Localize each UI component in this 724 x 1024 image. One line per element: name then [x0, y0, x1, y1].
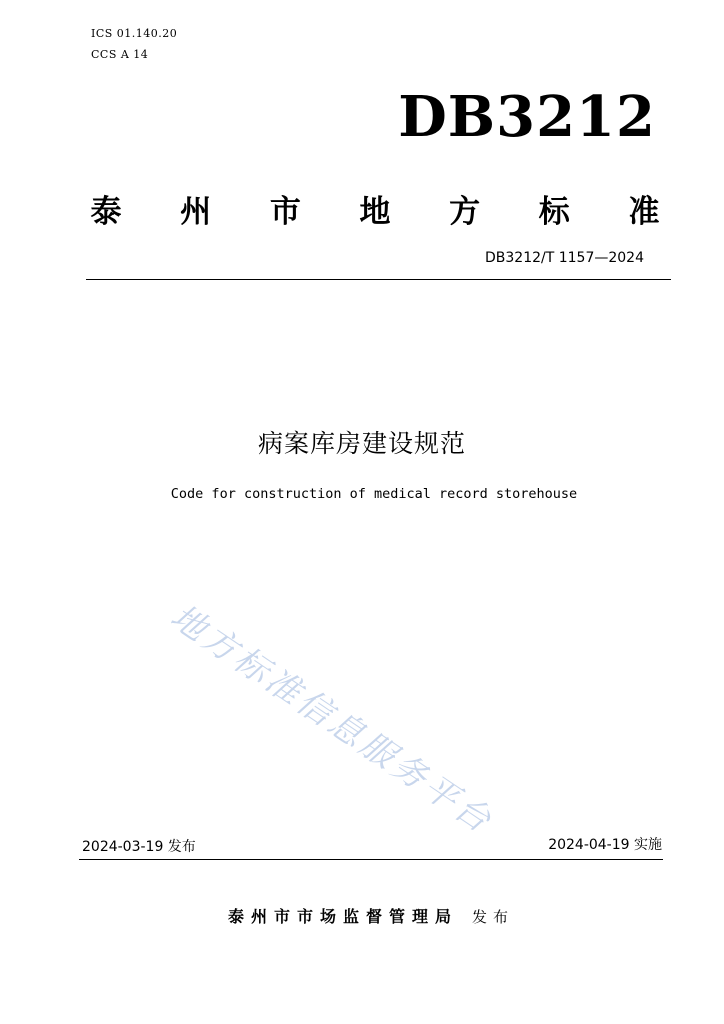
standard-type-char: 泰 [90, 194, 122, 230]
standard-type-char: 州 [180, 194, 212, 230]
publisher-name: 泰州市市场监督管理局 [227, 907, 458, 926]
issue-date: 2024-03-19 发布 [82, 839, 196, 855]
document-number: DB3212/T 1157—2024 [485, 250, 644, 266]
standard-type-char: 地 [359, 194, 391, 230]
footer-divider [79, 859, 663, 860]
standard-type-char: 准 [628, 194, 660, 230]
publisher-line [0, 904, 724, 927]
standard-type [86, 186, 664, 231]
standard-type-char: 标 [538, 194, 570, 230]
standard-code: DB3212 [398, 84, 656, 150]
standard-type-char: 市 [269, 194, 301, 230]
standard-type-char: 方 [449, 194, 481, 230]
publish-suffix: 发布 [472, 908, 515, 926]
watermark: 地方标准信息服务平台 [163, 596, 501, 843]
document-title-chinese: 病案库房建设规范 [257, 429, 466, 458]
ics-code: ICS 01.140.20 [91, 27, 178, 40]
document-title-english: Code for construction of medical record storehouse [170, 486, 578, 502]
header-divider [86, 279, 671, 280]
ccs-code: CCS A 14 [91, 48, 149, 61]
implementation-date: 2024-04-19 实施 [548, 837, 662, 853]
